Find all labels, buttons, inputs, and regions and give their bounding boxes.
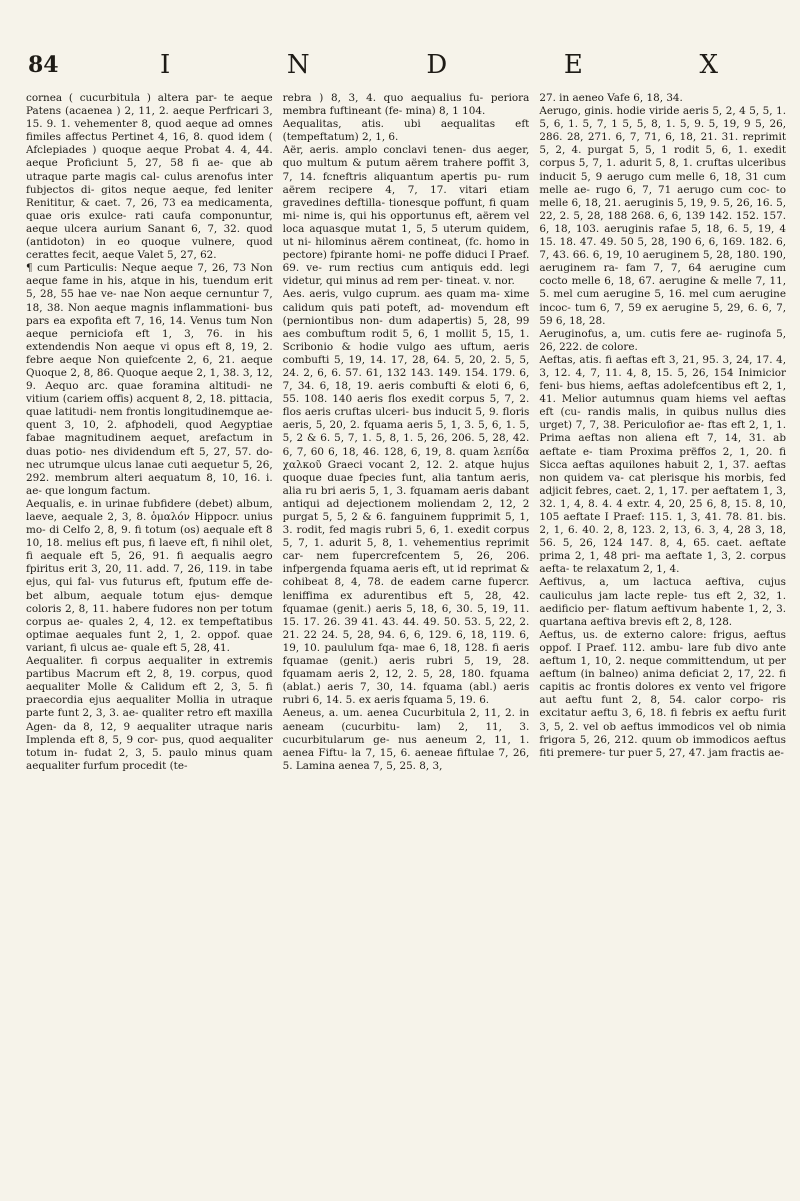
index-entry: Aeftas, atis. fi aeftas eft 3, 21, 95. 3, 24, 17. 4, 3, 12. 4, 7, 11. 4, 8, 15. 5, 26, 154 Inimicior feni- bus hiems, aeftas adolefcentibus eft 2, 1, 41. Melior autumnus quam hiems vel aeftas eft (cu- randis malis, in quibus nullus dies urget) 7, 7, 38. Periculofior ae- ftas eft 2, 1, 1. Prima aeftas non aliena eft 7, 14, 31. ab aeftate e- tiam Proxima prëffos 2, 1, 20. fi Sicca aeftas aquilones habuit 2, 1, 37. aeftas non quidem va- cat plerisque his morbis, fed adjicit febres, caet. 2, 1, 17. per aeftatem 1, 3, 32. 1, 4, 8. 4. 4 extr. 4, 20, 25 6, 8, 15. 8, 10, 105 aeftate I Praef: 115. 1, 3, 41. 78. 81. bis. 2, 1, 6. 40. 2, 8, 123. 2, 13, 6. 3, 4, 28 3, 18, 56. 5, 26, 124 147. 8, 4, 65. caet. aeftate prima 2, 1, 48 pri- ma aeftate 1, 3, 2. corpus aefta- te relaxatum 2, 1, 4. bbox=[539, 353, 787, 576]
title-letter: E bbox=[563, 50, 585, 80]
title-letter: N bbox=[286, 50, 312, 80]
index-entry: Aeruginofus, a, um. cutis fere ae- ruginofa 5, 26, 222. de colore. bbox=[539, 327, 787, 353]
index-entry: Aër, aeris. amplo conclavi tenen- dus aeger, quo multum & putum aërem trahere poffit 3, 7, 14. fcneftris aliquantum apertis pu- rum aërem recipere 4, 7, 17. vitari etiam gravedines deftilla- tionesque poffunt, fi quam mi- nime is, qui his opportunus eft, aërem vel loca aquasque mutat 1, 5, 5 uterum quidem, ut ni- hilominus aërem contineat, (fc. homo in pectore) fpirante homi- ne poffe diduci I Praef. 69. ve- rum rectius cum antiquis edd. legi videtur, qui minus ad rem per- tineat. v. nor. bbox=[282, 144, 530, 288]
page-header bbox=[0, 0, 800, 90]
index-columns bbox=[26, 92, 786, 1192]
index-entry: Aes. aeris, vulgo cuprum. aes quam ma- xime calidum quis pati poteft, ad- movendum eft (perniontibus non- dum adapertis) 5, 28, 99 aes combuftum rodit 5, 6, 1 mollit 5, 15, 1. Scribonio & hodie vulgo aes uftum, aeris combufti 5, 19, 14. 17, 28, 64. 5, 20, 2. 5, 5, 24. 2, 6, 6. 57. 61, 132 143. 149. 154. 179. 6, 7, 34. 6, 18, 19. aeris combufti & eloti 6, 6, 55. 108. 140 aeris flos exedit corpus 5, 7, 2. flos aeris cruftas ulceri- bus inducit 5, 9. floris aeris, 5, 20, 2. fquama aeris 5, 1, 3. 5, 6, 1. 5, 5, 2 & 6. 5, 7, 1. 5, 8, 1. 5, 26, 206. 5, 28, 42. 6, 7, 60 6, 18, 46. 128, 6, 19, 8. quam λεπίδα χαλκοῦ Graeci vocant 2, 12. 2. atque hujus quoque duae fpecies funt, alia tantum aeris, alia ru bri aeris 5, 1, 3. fquamam aeris dabant antiqui ad dejectionem moliendam 2, 12, 2 purgat 5, 5, 2 & 6. fanguinem fupprimit 5, 1, 3. rodit, fed magis rubri 5, 6, 1. exedit corpus 5, 7, 1. adurit 5, 8, 1. vehementius reprimit car- nem fupercrefcentem 5, 26, 206. infpergenda fquama aeris eft, ut id reprimat & cohibeat 8, 4, 78. de eadem carne fupercr. leniffima ex adurentibus eft 5, 28, 42. fquamae (genit.) aeris 5, 18, 6, 30. 5, 19, 11. 15. 17. 26. 39 41. 43. 44. 49. 50. 53. 5, 22, 2. 21. 22 24. 5, 28, 94. 6, 6, 129. 6, 18, 119. 6, 19, 10. paululum fqa- mae 6, 18, 128. fi aeris fquamae (genit.) aeris rubri 5, 19, 28. fquamam aeris 2, 12, 2. 5, 28, 180. fquama (ablat.) aeris 7, 30, 14. fquama (abl.) aeris rubri 6, 14. 5. ex aeris fquama 5, 19. 6. bbox=[282, 288, 530, 707]
index-entry: rebra ) 8, 3, 4. quo aequalius fu- periora membra fuftineant (fe- mina) 8, 1 104. bbox=[282, 92, 530, 118]
column-middle bbox=[283, 92, 530, 1192]
index-title bbox=[160, 50, 720, 80]
column-right bbox=[539, 92, 786, 1192]
column-left bbox=[26, 92, 273, 1192]
title-letter: D bbox=[426, 50, 450, 80]
index-entry: Aeneus, a. um. aenea Cucurbitula 2, 11, 2. in aeneam (cucurbitu- lam) 2, 11, 3. cucurbitularum ge- nus aeneum 2, 11, 1. aenea Fiftu- la 7, 15, 6. aeneae fiftulae 7, 26, 5. Lamina aenea 7, 5, 25. 8, 3, bbox=[282, 707, 530, 772]
index-entry: Aeftus, us. de externo calore: frigus, aeftus oppof. I Praef. 112. ambu- lare fub divo ante aeftum 1, 10, 2. neque committendum, ut per aeftum (in balneo) anima deficiat 2, 17, 22. fi capitis ac frontis dolores ex vento vel frigore aut aeftu funt 2, 8, 54. calor corpo- ris excitatur aeftu 3, 6, 18. fi febris ex aeftu furit 3, 5, 2. vel ob aeftus immodicos vel ob nimia frigora 5, 26, 212. quum ob immodicos aeftus fiti premere- tur puer 5, 27, 47. jam fractis ae- bbox=[539, 628, 787, 759]
title-letter: I bbox=[160, 50, 173, 80]
page-number: 84 bbox=[28, 52, 59, 78]
index-entry: Aerugo, ginis. hodie viride aeris 5, 2, 4 5, 5, 1. 5, 6, 1. 5, 7, 1 5, 5, 8, 1. 5, 9. 5, 19, 9 5, 26, 286. 28, 271. 6, 7, 71, 6, 18, 21. 31. reprimit 5, 2, 4. purgat 5, 5, 1 rodit 5, 6, 1. exedit corpus 5, 7, 1. adurit 5, 8, 1. cruftas ulceribus inducit 5, 9 aerugo cum melle 6, 18, 31 cum melle ae- rugo 6, 7, 71 aerugo cum coc- to melle 6, 18, 21. aeruginis 5, 19, 9. 5, 26, 16. 5, 22, 2. 5, 28, 188 268. 6, 6, 139 142. 152. 157. 6, 18, 103. aeruginis rafae 5, 18, 6. 5, 19, 4 15. 18. 47. 49. 50 5, 28, 190 6, 6, 169. 182. 6, 7, 43. 66. 6, 19, 10 aeruginem 5, 28, 180. 190, aeruginem ra- fam 7, 7, 64 aerugine cum cocto melle 6, 18, 67. aerugine & melle 7, 11, 5. mel cum aerugine 5, 16. mel cum aerugine incoc- tum 6, 7, 59 ex aerugine 5, 29, 6. 6, 7, 59 6, 18, 28. bbox=[539, 105, 787, 327]
index-entry: cornea ( cucurbitula ) altera par- te aeque Patens (acaenea ) 2, 11, 2. aeque Perfricari 3, 15. 9. 1. vehementer 8, quod aeque ad omnes fimiles affectus Pertinet 4, 16, 8. quod idem ( Afclepiades ) quoque aeque Probat 4. 4, 44. aeque Proficiunt 5, 27, 58 fi ae- que ab utraque parte magis cal- culus arenofus inter fubjectos di- gitos neque aeque, fed leniter Renititur, & caet. 7, 26, 73 ea medicamenta, quae oris exulce- rati caufa componuntur, aeque ulcera aurium Sanant 6, 7, 32. quod (antidoton) in eo quoque vulnere, quod cerattes fecit, aeque Valet 5, 27, 62. bbox=[26, 92, 273, 262]
index-entry: 27. in aeneo Vafe 6, 18, 34. bbox=[539, 92, 683, 104]
title-letter: X bbox=[699, 50, 720, 80]
index-entry: Aequalis, e. in urinae fubfidere (debet) album, laeve, aequale 2, 3, 8. ὁμαλόν Hippocr. unius mo- di Celfo 2, 8, 9. fi totum (os) aequale eft 8 10, 18. melius eft pus, fi laeve eft, fi nihil olet, fi aequale eft 5, 26, 91. fi aequalis aegro fpiritus erit 3, 20, 11. add. 7, 26, 119. in tabe ejus, qui fal- vus futurus eft, fputum effe de- bet album, aequale totum ejus- demque coloris 2, 8, 11. habere fudores non per totum corpus ae- quales 2, 4, 12. ex tempeftatibus optimae aequales funt 2, 1, 2. oppof. quae variant, fi ulcus ae- quale eft 5, 28, 41. bbox=[26, 497, 273, 654]
index-entry: Aeftivus, a, um lactuca aeftiva, cujus cauliculus jam lacte reple- tus eft 2, 32, 1. aedificio per- flatum aeftivum habente 1, 2, 3. quartana aeftiva brevis eft 2, 8, 128. bbox=[539, 576, 787, 628]
index-entry: Aequalitas, atis. ubi aequalitas eft (tempeftatum) 2, 1, 6. bbox=[282, 118, 530, 144]
index-entry: Aequaliter. fi corpus aequaliter in extremis partibus Macrum eft 2, 8, 19. corpus, quod aequaliter Molle & Calidum eft 2, 3, 5. fi praecordia ejus aequaliter Mollia in utraque parte funt 2, 3, 3. ae- qualiter retro eft maxilla Agen- da 8, 12, 9 aequaliter utraque naris Implenda eft 8, 5, 9 cor- pus, quod aequaliter totum in- fudat 2, 3, 5. paulo minus quam aequaliter furfum procedit (te- bbox=[26, 655, 273, 772]
index-entry: ¶ cum Particulis: Neque aeque 7, 26, 73 Non aeque fame in his, atque in his, tuendum erit 5, 28, 55 hae ve- nae Non aeque cernuntur 7, 18, 38. Non aeque magnis inflammationi- bus pars ea expofita eft 7, 16, 14. Venus tum Non aeque perniciofa eft 1, 3, 76. in his extendendis Non aeque vi opus eft 8, 19, 2. febre aeque Non quiefcente 2, 6, 21. aeque Quoque 2, 8, 86. Quoque aeque 2, 1, 38. 3, 12, 9. Aequo arc. quae foramina altitudi- ne vitium (cariem offis) acquent 8, 2, 18. pittacia, quae latitudi- nem frontis longitudinemque ae- quent 3, 10, 2. afphodeli, quod Aegyptiae fabae magnitudinem aequet, arefactum in duas potio- nes dividendum eft 5, 27, 57. do- nec utrumque ulcus lanae cuti aequetur 5, 26, 292. membrum alteri aequatum 8, 10, 16. i. ae- que longum factum. bbox=[26, 262, 273, 497]
